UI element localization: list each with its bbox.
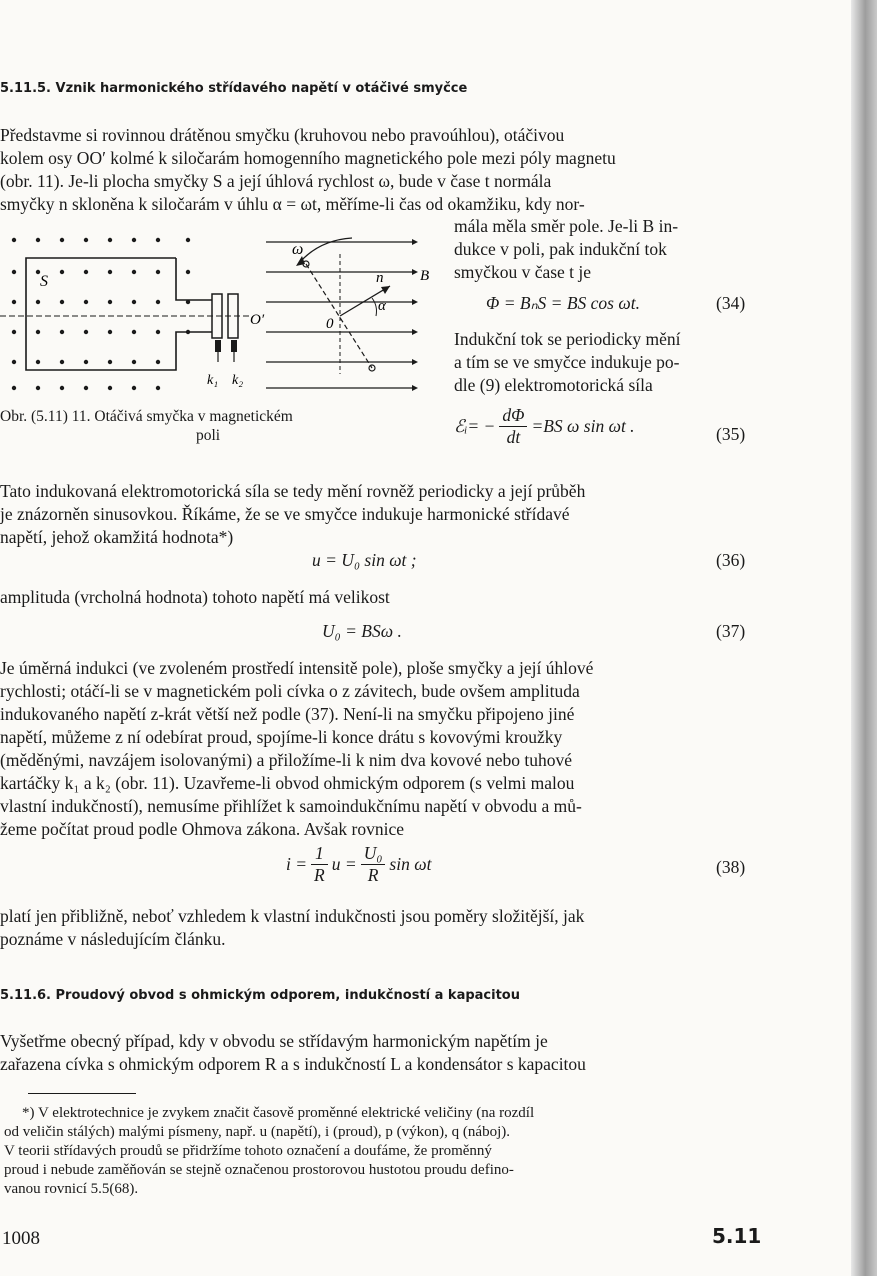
text-line: žeme počítat proud podle Ohmova zákona. Avšak rovnice bbox=[0, 819, 404, 839]
equation-37-number: (37) bbox=[716, 621, 746, 641]
field-dots bbox=[12, 238, 190, 390]
equation-37: U₀ = BSω . bbox=[322, 621, 402, 641]
eq38-den2: R bbox=[367, 865, 379, 885]
equation-35-number: (35) bbox=[716, 424, 746, 444]
eq38-lhs: i = bbox=[286, 854, 308, 874]
tilted-loop bbox=[306, 264, 372, 368]
text-line: Vyšetřme obecný případ, kdy v obvodu se střídavým harmonickým napětím je bbox=[0, 1031, 548, 1051]
text-line: (obr. 11). Je-li plocha smyčky S a její úhlová rychlost ω, bude v čase t normála bbox=[0, 171, 552, 191]
equation-38-number: (38) bbox=[716, 857, 746, 877]
footnote-line: *) V elektrotechnice je zvykem značit časově proměnné elektrické veličiny (na rozdíl bbox=[22, 1105, 535, 1121]
text-line: Představme si rovinnou drátěnou smyčku (kruhovou nebo pravoúhlou), otáčivou bbox=[0, 125, 565, 145]
running-section: 5.11 bbox=[712, 1224, 762, 1248]
loop-wire bbox=[26, 258, 212, 370]
footnote-line: vanou rovnicí 5.5(68). bbox=[4, 1181, 139, 1197]
eq35-numerator: dΦ bbox=[499, 405, 527, 427]
text-line: Je úměrná indukci (ve zvoleném prostředí intensitě pole), ploše smyčky a její úhlové bbox=[0, 658, 594, 678]
eq35-fraction bbox=[499, 405, 527, 448]
text-line: napětí, jehož okamžitá hodnota*) bbox=[0, 527, 234, 547]
label-n: n bbox=[376, 270, 384, 286]
text-line: platí jen přibližně, neboť vzhledem k vlastní indukčnosti jsou poměry složitější, jak bbox=[0, 906, 585, 926]
text-line: poznáme v následujícím článku. bbox=[0, 929, 226, 949]
text-line: (měděnými, navzájem isolovanými) a přiložíme-li k nim dva kovové nebo tuhové bbox=[0, 750, 573, 770]
label-B: B bbox=[420, 268, 430, 284]
eq38-fraction-1 bbox=[311, 843, 328, 886]
text-line: kartáčky k₁ a k₂ (obr. 11). Uzavřeme-li obvod ohmickým odporem (s velmi malou bbox=[0, 773, 575, 793]
paragraph-3: amplituda (vrcholná hodnota) tohoto napětí má velikost bbox=[0, 587, 390, 607]
figure-rotating-loop bbox=[0, 228, 440, 400]
eq35-lhs: ℰᵢ= − bbox=[454, 416, 496, 436]
caption-line: poli bbox=[196, 427, 221, 444]
text-line: indukovaného napětí z-krát větší než podle (37). Není-li na smyčku připojeno jiné bbox=[0, 704, 575, 724]
text-line: Indukční tok se periodicky mění bbox=[454, 329, 681, 349]
section-heading-5-11-5: 5.11.5. Vznik harmonického střídavého napětí v otáčivé smyčce bbox=[0, 81, 468, 96]
eq38-den1: R bbox=[314, 865, 325, 885]
label-k2: k₂ bbox=[232, 373, 244, 388]
label-k1: k₁ bbox=[207, 373, 219, 388]
footnote-rule bbox=[28, 1093, 136, 1094]
text-line: rychlosti; otáčí-li se v magnetickém poli cívka o z závitech, bude ovšem amplituda bbox=[0, 681, 580, 701]
text-line: zařazena cívka s ohmickým odporem R a s indukčností L a kondensátor s kapacitou bbox=[0, 1054, 586, 1074]
footnote-line: od veličin stálých) malými písmeny, např. u (napětí), i (proud), p (výkon), q (náboj). bbox=[4, 1124, 510, 1140]
eq35-denominator: dt bbox=[506, 427, 521, 447]
eq38-rhs: sin ωt bbox=[389, 854, 432, 874]
alpha-arc bbox=[372, 298, 377, 316]
text-line: smyčky n skloněna k siločarám v úhlu α = ωt, měříme-li čas od okamžiku, kdy nor- bbox=[0, 194, 585, 214]
text-line: kolem osy OO′ kolmé k siločarám homogenního magnetického pole mezi póly magnetu bbox=[0, 148, 616, 168]
eq38-mid: u = bbox=[331, 854, 357, 874]
text-line: smyčkou v čase t je bbox=[454, 262, 592, 282]
eq35-rhs: =BS ω sin ωt . bbox=[531, 416, 635, 436]
equation-34-number: (34) bbox=[716, 293, 746, 313]
text-line: dle (9) elektromotorická síla bbox=[454, 375, 653, 395]
equation-35 bbox=[454, 405, 635, 448]
label-alpha: α bbox=[378, 298, 386, 314]
label-omega: ω bbox=[292, 241, 304, 258]
brush-k1 bbox=[215, 340, 221, 352]
footnote-line: proud i nebude zaměňován se stejně označenou prostorovou hustotou proudu defino- bbox=[4, 1162, 514, 1178]
label-S: S bbox=[40, 273, 48, 290]
label-O-prime: O′ bbox=[250, 312, 265, 328]
page-edge-shadow bbox=[851, 0, 877, 1276]
section-heading-5-11-6: 5.11.6. Proudový obvod s ohmickým odporem, indukčností a kapacitou bbox=[0, 988, 520, 1003]
footnote-line: V teorii střídavých proudů se přidržíme tohoto označení a doufáme, že proměnný bbox=[4, 1143, 492, 1159]
eq38-num1: 1 bbox=[311, 843, 328, 865]
text-line: a tím se ve smyčce indukuje po- bbox=[454, 352, 680, 372]
text-line: napětí, můžeme z ní odebírat proud, spojíme-li konce drátu s kovovými kroužky bbox=[0, 727, 563, 747]
text-line: vlastní indukčností), nemusíme přihlížet k samoindukčnímu napětí v obvodu a mů- bbox=[0, 796, 582, 816]
equation-38 bbox=[286, 843, 431, 886]
eq38-fraction-2 bbox=[361, 843, 386, 886]
equation-34: Φ = BₙS = BS cos ωt. bbox=[486, 293, 640, 313]
caption-line: Obr. (5.11) 11. Otáčivá smyčka v magnetickém bbox=[0, 408, 293, 425]
page-number: 1008 bbox=[2, 1228, 40, 1249]
brush-k2 bbox=[231, 340, 237, 352]
text-line: dukce v poli, pak indukční tok bbox=[454, 239, 667, 259]
label-O: 0 bbox=[326, 316, 334, 332]
text-line: Tato indukovaná elektromotorická síla se tedy mění rovněž periodicky a její průběh bbox=[0, 481, 586, 501]
equation-36: u = U₀ sin ωt ; bbox=[312, 550, 417, 570]
text-line: je znázorněn sinusovkou. Říkáme, že se ve smyčce indukuje harmonické střídavé bbox=[0, 504, 570, 524]
equation-36-number: (36) bbox=[716, 550, 746, 570]
text-line: mála měla směr pole. Je-li B in- bbox=[454, 216, 679, 236]
eq38-num2: U₀ bbox=[361, 843, 386, 865]
